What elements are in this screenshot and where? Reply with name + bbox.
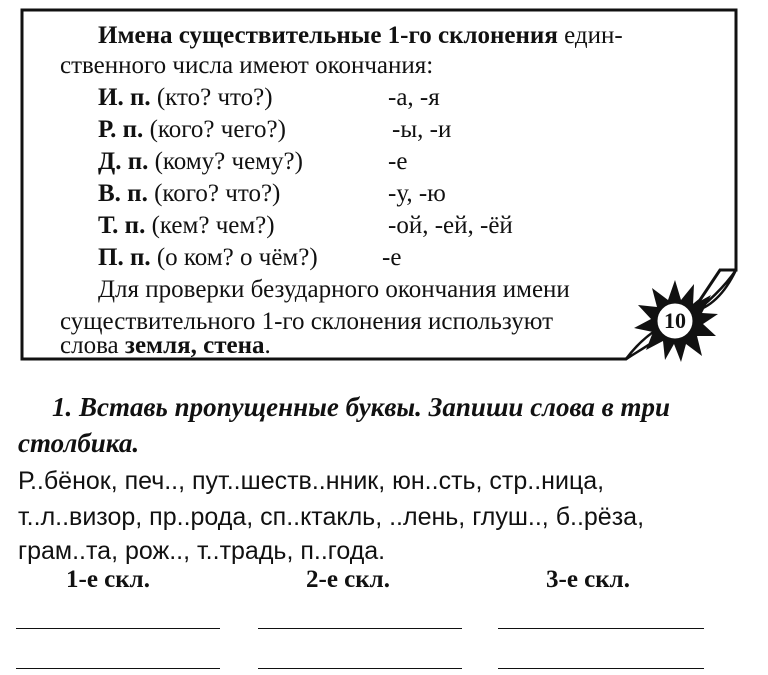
case-row-genitive: Р. п. (кого? чего?) (98, 116, 286, 143)
words-line-2: т..л..визор, пр..рода, сп..ктакль, ..лень, глуш.., б..рёза, (18, 503, 645, 531)
rule-title-continuation: ственного числа имеют окончания: (60, 52, 434, 79)
case-row-dative: Д. п. (кому? чему?) (98, 148, 303, 175)
case-ending-dative: -е (388, 148, 408, 175)
case-ending-prepositional: -е (382, 244, 402, 271)
column-header-2: 2-е скл. (306, 566, 390, 593)
page-number-badge (632, 278, 718, 364)
rule-title: Имена существительные 1-го склонения един- (98, 22, 623, 49)
column-header-1: 1-е скл. (66, 566, 150, 593)
case-row-nominative: И. п. (кто? что?) (98, 84, 273, 111)
case-row-prepositional: П. п. (о ком? о чём?) (98, 244, 318, 271)
case-ending-genitive: -ы, -и (392, 116, 452, 143)
answer-line[interactable] (16, 668, 220, 669)
answer-line[interactable] (498, 628, 704, 629)
column-header-3: 3-е скл. (546, 566, 630, 593)
case-ending-nominative: -а, -я (388, 84, 440, 111)
case-ending-instrumental: -ой, -ей, -ёй (388, 212, 513, 239)
words-line-1: Р..бёнок, печ.., пут..шеств..нник, юн..сть, стр..ница, (18, 467, 605, 495)
task-title-continuation: столбика. (18, 428, 140, 458)
note-line-3: слова земля, стена. (60, 332, 271, 359)
answer-line[interactable] (16, 628, 220, 629)
case-row-accusative: В. п. (кого? что?) (98, 180, 281, 207)
note-line-2: существительного 1-го склонения используют (60, 308, 554, 335)
words-line-3: грам..та, рож.., т..традь, п..года. (18, 537, 386, 565)
case-ending-accusative: -у, -ю (388, 180, 446, 207)
answer-line[interactable] (498, 668, 704, 669)
badge-number: 10 (664, 308, 686, 333)
case-row-instrumental: Т. п. (кем? чем?) (98, 212, 275, 239)
answer-line[interactable] (258, 668, 462, 669)
task-title: 1. Вставь пропущенные буквы. Запиши слова в три (52, 392, 670, 422)
note-line-1: Для проверки безударного окончания имени (98, 276, 570, 303)
answer-line[interactable] (258, 628, 462, 629)
rule-box (20, 8, 740, 361)
